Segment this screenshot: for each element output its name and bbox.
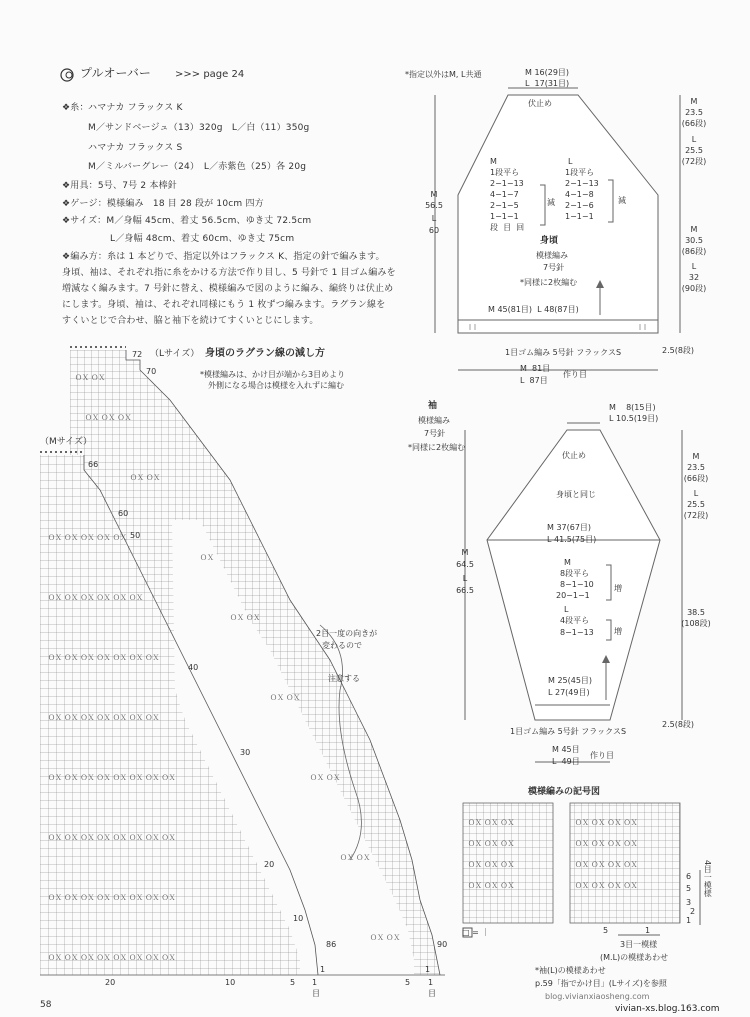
col-label: 20 [105,978,116,987]
reduce-m-row: 1段平ら [490,168,520,177]
sleeve-needle: 7号針 [424,429,446,438]
row-label: 86 [326,940,337,949]
sleeve-cast-on: 作り目 [590,751,614,760]
length-dim: M [430,190,438,199]
watermark: vivian-xs.blog.163.com [615,1004,720,1014]
reduce-m-title: M [490,157,497,166]
inc-l-row: 4段平ら [560,616,590,625]
row-label: 1 [425,965,431,974]
bind-off: 伏止め [528,99,552,108]
col-label: 5 [290,978,296,987]
reduce-m-row: 4−1−7 [490,190,519,199]
row-label: 66 [88,460,99,469]
raglan-dim: 23.5 [685,108,703,117]
row-label: 30 [240,748,251,757]
length-dim: 60 [428,226,440,235]
row-label: 72 [132,350,143,359]
svg-text:ＯＸ ＯＸ ＯＸ ＯＸ ＯＸ ＯＸ ＯＸ ＯＸ: ＯＸ ＯＸ ＯＸ ＯＸ ＯＸ ＯＸ ＯＸ ＯＸ [48,774,176,782]
symbol-row: 1 [686,916,692,925]
body-rib: 1目ゴム編み 5号針 フラックスS [505,348,622,357]
reduce-label: 減 [618,196,626,205]
reduce-m-row: 段 目 回 [490,223,525,232]
piece-pattern: 模様編み [536,251,568,260]
url-fragment: blog.vivianxiaosheng.com [545,992,650,1001]
direction-note1: 2目一度の向きが [316,629,378,638]
yarn-line4: M／ミルバーグレー（24） L／赤紫色（25）各 20g [88,162,307,172]
svg-text:ＯＸ ＯＸ: ＯＸ ＯＸ [370,934,401,942]
col-label: 1 [312,978,318,987]
side-dim: M [690,225,698,234]
inc-label: 増 [614,627,622,636]
col-label: 目 [312,989,320,998]
symbol-col: 1 [645,926,651,935]
raglan-dim: (66段) [681,119,707,128]
row-label: 90 [437,940,448,949]
method-5: すくいとじで合わせ、脇と袖下を続けてすくいとじにします。 [62,316,319,326]
svg-text:ＯＸ ＯＸ ＯＸ ＯＸ ＯＸ ＯＸ: ＯＸ ＯＸ ＯＸ ＯＸ ＯＸ ＯＸ [48,594,144,602]
row-label: 50 [130,531,141,540]
svg-text:ＯＸ ＯＸ ＯＸ ＯＸ ＯＸ ＯＸ ＯＸ: ＯＸ ＯＸ ＯＸ ＯＸ ＯＸ ＯＸ ＯＸ [48,654,160,662]
sleeve-top-m: M 8(15目) [609,403,656,412]
page-number: 58 [40,1000,52,1010]
inc-m-row: 20−1−1 [556,591,590,600]
sleeve-raglan-dim: (66段) [683,474,709,483]
sleeve-rib-height: 2.5(8段) [662,720,695,729]
svg-text:ＯＸ ＯＸ: ＯＸ ＯＸ [230,614,261,622]
row-label: 70 [146,367,157,376]
raglan-dim: L [691,135,697,144]
length-dim: L [431,214,437,223]
raglan-title: 身頃のラグラン線の減し方 [205,348,325,359]
svg-text:ＯＸ ＯＸ ＯＸ ＯＸ: ＯＸ ＯＸ ＯＸ ＯＸ [575,882,638,890]
symbol-note1: *袖(L)の模様あわせ [535,966,606,975]
side-dim: 32 [688,273,700,282]
svg-text:ＯＸ ＯＸ: ＯＸ ＯＸ [270,694,301,702]
size-note: (M.L)の模様あわせ [600,953,669,962]
length-dim: 56.5 [425,201,443,210]
raglan-dim: M [690,97,698,106]
symbol-row: 3 [686,898,692,907]
symbol-title: 模様編みの記号図 [528,787,601,797]
svg-text:ＯＸ ＯＸ ＯＸ ＯＸ: ＯＸ ＯＸ ＯＸ ＯＸ [575,861,638,869]
raglan-dim: (72段) [681,157,707,166]
svg-text:ＯＸ ＯＸ ＯＸ ＯＸ: ＯＸ ＯＸ ＯＸ ＯＸ [575,840,638,848]
cuff-l: L 27(49目) [548,688,590,697]
piece-same: *同様に2枚編む [520,278,578,287]
sleeve-length-dim: 64.5 [456,560,474,569]
spiral-icon [61,69,73,81]
body-width: M 45(81目) L 48(87目) [488,305,579,314]
reduce-l-row: 1段平ら [565,168,595,177]
cuff-m: M 25(45目) [548,676,593,685]
row-label: 10 [293,914,304,923]
svg-text:ＯＸ ＯＸ ＯＸ: ＯＸ ＯＸ ＯＸ [468,882,515,890]
svg-text:ＯＸ ＯＸ: ＯＸ ＯＸ [310,774,341,782]
symbol-row: 2 [690,907,696,916]
svg-text:ＯＸ ＯＸ ＯＸ ＯＸ ＯＸ ＯＸ ＯＸ ＯＸ: ＯＸ ＯＸ ＯＸ ＯＸ ＯＸ ＯＸ ＯＸ ＯＸ [48,834,176,842]
col-label: 10 [225,978,236,987]
method-3: 増減なく編みます。7 号針に替え、模様編みで図のように編み、編終りは伏止め [62,284,394,294]
side-dim: (90段) [681,284,707,293]
side-dim: 30.5 [685,236,703,245]
symbol-row: 5 [686,884,692,893]
cast-m: M 81目 [520,364,551,373]
inc-m-title: M [564,558,571,567]
cast-on: 作り目 [563,370,587,379]
row-label: 40 [188,663,199,672]
common-note: *指定以外はM, L共通 [405,70,482,79]
sleeve-raglan-dim: 23.5 [687,463,705,472]
method-4: にします。身頃、袖は、それぞれ同様にもう 1 枚ずつ編みます。ラグラン線を [62,300,386,310]
raglan-note2: 外側になる場合は模様を入れずに編む [208,381,344,390]
rib-height: 2.5(8段) [662,346,695,355]
col-label: 目 [428,989,436,998]
piece-name: 身頃 [540,236,559,246]
sleeve-width-l: L 41.5(75目) [547,535,597,544]
svg-text:ＯＸ ＯＸ ＯＸ ＯＸ ＯＸ ＯＸ ＯＸ ＯＸ: ＯＸ ＯＸ ＯＸ ＯＸ ＯＸ ＯＸ ＯＸ ＯＸ [48,894,176,902]
sleeve-length-dim: M [461,548,469,557]
direction-note3: 注意する [328,674,360,683]
inc-m-row: 8−1−10 [560,580,594,589]
svg-text:ＯＸ: ＯＸ [200,554,214,562]
reduce-label: 減 [547,198,555,207]
raglan-dim: 25.5 [685,146,703,155]
page-reference: >>> page 24 [175,69,245,80]
sleeve-side-dim: 38.5 [687,608,705,617]
row-label: 1 [320,965,326,974]
sleeve-width-m: M 37(67目) [547,523,592,532]
tools: ❖用具：5号、7号 2 本棒針 [62,181,177,191]
size-l: L／身幅 48cm、着丈 60cm、ゆき丈 75cm [110,234,295,244]
size-m: ❖サイズ：M／身幅 45cm、着丈 56.5cm、ゆき丈 72.5cm [62,216,312,226]
legend-eq: □ = ｜ [462,928,490,937]
sleeve-cast-l: L 49目 [552,757,580,766]
sleeve-length-dim: L [462,574,468,583]
sleeve-raglan-dim: M [692,452,700,461]
svg-text:ＯＸ ＯＸ ＯＸ ＯＸ ＯＸ ＯＸ ＯＸ ＯＸ: ＯＸ ＯＸ ＯＸ ＯＸ ＯＸ ＯＸ ＯＸ ＯＸ [48,954,176,962]
inc-label: 増 [614,584,622,593]
repeat-vertical: 4目一模様 [703,860,713,898]
col-label: 1 [428,978,434,987]
l-size-label: （Lサイズ） [150,349,200,359]
neck-l: L 17(31目) [525,79,570,88]
sleeve-pattern: 模様編み [418,416,450,425]
row-label: 20 [264,860,275,869]
reduce-l-title: L [568,157,573,166]
piece-needle: 7号針 [543,263,565,272]
sleeve-side-dim: (108段) [681,619,711,628]
neck-m: M 16(29目) [525,68,570,77]
symbol-col: 5 [603,926,609,935]
sleeve-raglan-dim: 25.5 [687,500,705,509]
sleeve-raglan-dim: L [693,489,699,498]
gauge: ❖ゲージ：模様編み 18 目 28 段が 10cm 四方 [62,199,264,209]
svg-text:ＯＸ ＯＸ: ＯＸ ＯＸ [130,474,161,482]
col-label: 5 [405,978,411,987]
inc-m-row: 8段平ら [560,569,590,578]
svg-text:ＯＸ ＯＸ ＯＸ: ＯＸ ＯＸ ＯＸ [468,861,515,869]
reduce-m-row: 2−1−5 [490,201,519,210]
yarn-line3: ハマナカ フラックス S [88,143,183,153]
direction-note2: 変わるので [322,641,362,650]
page-title: プルオーバー [80,66,151,80]
raglan-note1: *模様編みは、かけ目が端から3目めより [200,370,346,379]
sleeve-same: *同様に2枚編む [408,443,466,452]
row-label: 60 [118,509,129,518]
reduce-l-row: 1−1−1 [565,212,594,221]
svg-text:ＯＸ ＯＸ ＯＸ ＯＸ ＯＸ ＯＸ ＯＸ: ＯＸ ＯＸ ＯＸ ＯＸ ＯＸ ＯＸ ＯＸ [48,714,160,722]
symbol-row: 6 [686,872,692,881]
method-2: 身頃、袖は、それぞれ指に糸をかける方法で作り目し、5 号針で 1 目ゴム編みを [62,268,396,278]
svg-text:ＯＸ ＯＸ ＯＸ: ＯＸ ＯＸ ＯＸ [468,840,515,848]
sleeve-same-as-body: 身頃と同じ [556,490,596,499]
svg-text:ＯＸ ＯＸ ＯＸ ＯＸ ＯＸ: ＯＸ ＯＸ ＯＸ ＯＸ ＯＸ [48,534,127,542]
svg-text:ＯＸ ＯＸ: ＯＸ ＯＸ [75,374,106,382]
svg-text:ＯＸ ＯＸ ＯＸ ＯＸ: ＯＸ ＯＸ ＯＸ ＯＸ [575,819,638,827]
svg-text:ＯＸ ＯＸ: ＯＸ ＯＸ [340,854,371,862]
sleeve-raglan-dim: (72段) [683,511,709,520]
sleeve-cast-m: M 45目 [552,745,580,754]
sleeve-rib: 1目ゴム編み 5号針 フラックスS [510,727,627,736]
side-dim: (86段) [681,247,707,256]
method-1: ❖編み方：糸は 1 本どりで、指定以外はフラックス K、指定の針で編みます。 [62,252,385,262]
symbol-note2: p.59「指でかけ目」(Lサイズ)を参照 [535,979,667,988]
sleeve-bind-off: 伏止め [562,451,586,460]
cast-l: L 87目 [520,376,548,385]
reduce-l-row: 4−1−8 [565,190,594,199]
reduce-l-row: 2−1−6 [565,201,594,210]
reduce-m-row: 1−1−1 [490,212,519,221]
inc-l-title: L [564,605,569,614]
sleeve-top-l: L 10.5(19目) [609,414,659,423]
yarn-label: ❖糸： [62,103,89,113]
inc-l-row: 8−1−13 [560,628,594,637]
yarn-line1: ハマナカ フラックス K [88,103,183,113]
sleeve-length-dim: 66.5 [456,586,474,595]
side-dim: L [691,262,697,271]
svg-text:ＯＸ ＯＸ ＯＸ: ＯＸ ＯＸ ＯＸ [85,414,132,422]
reduce-l-row: 2−1−13 [565,179,599,188]
sleeve-title: 袖 [428,401,438,411]
yarn-line2: M／サンドベージュ（13）320g L／白（11）350g [88,123,310,133]
repeat-horizontal: 3目一模様 [620,940,658,949]
m-size-label: （Mサイズ） [40,437,93,447]
reduce-m-row: 2−1−13 [490,179,524,188]
svg-text:ＯＸ ＯＸ ＯＸ: ＯＸ ＯＸ ＯＸ [468,819,515,827]
